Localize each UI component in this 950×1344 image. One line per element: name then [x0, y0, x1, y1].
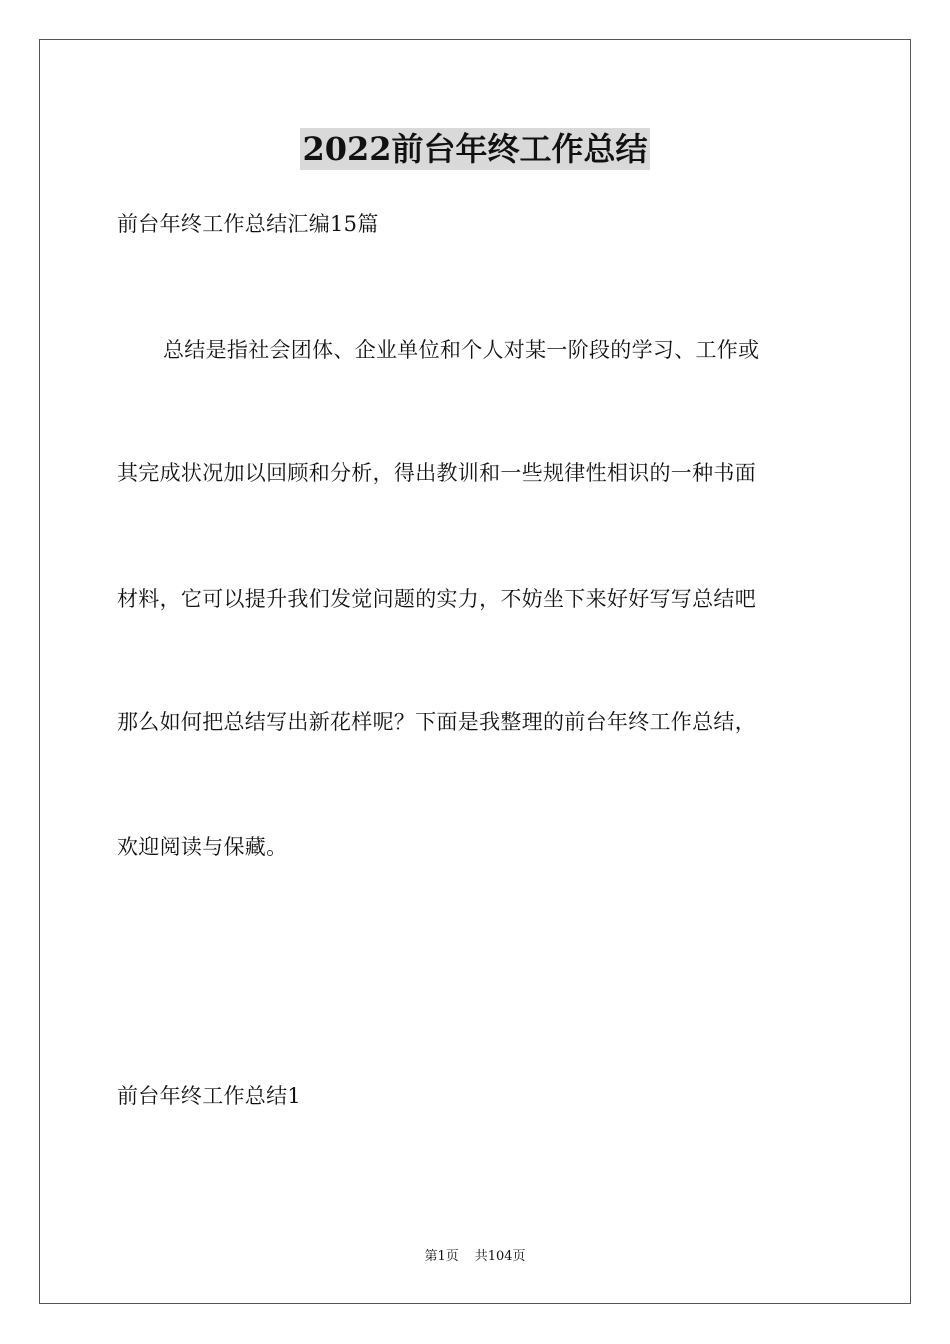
section-heading: 前台年终工作总结1: [117, 1084, 302, 1108]
document-title: 2022前台年终工作总结: [302, 130, 648, 168]
paragraph-line-4: 那么如何把总结写出新花样呢？下面是我整理的前台年终工作总结，: [117, 710, 756, 734]
page-total: 共104页: [474, 1249, 526, 1264]
paragraph-line-5: 欢迎阅读与保藏。: [117, 835, 288, 859]
paragraph-line-2: 其完成状况加以回顾和分析，得出教训和一些规律性相识的一种书面: [117, 461, 756, 485]
document-subtitle: 前台年终工作总结汇编15篇: [117, 212, 379, 236]
title-container: [0, 128, 950, 170]
page-number: 第1页: [424, 1249, 459, 1264]
paragraph-line-1: 总结是指社会团体、企业单位和个人对某一阶段的学习、工作或: [163, 338, 760, 362]
paragraph-line-3: 材料，它可以提升我们发觉问题的实力，不妨坐下来好好写写总结吧: [117, 587, 756, 611]
page-footer: [0, 1248, 950, 1266]
